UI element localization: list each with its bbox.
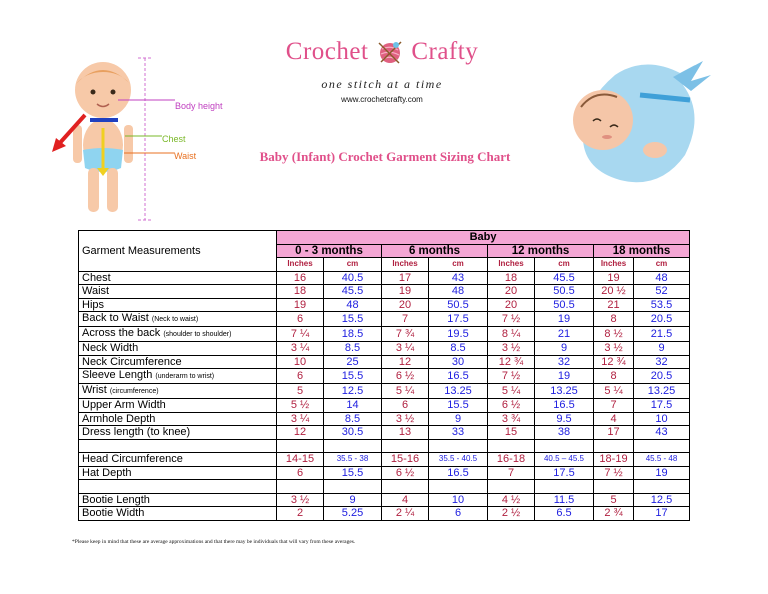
inches-value: 6 [277,369,324,384]
inches-value: 15-16 [382,453,429,467]
cm-value: 21.5 [634,327,690,342]
inches-value: 4 ½ [488,493,535,507]
cm-value: 33 [429,426,488,440]
cm-value: 48 [324,298,382,312]
measurement-row [79,466,690,480]
age-header: 0 - 3 months [277,244,382,258]
spacer-cell [277,480,324,494]
cm-value: 35.5 - 38 [324,453,382,467]
measurement-row [79,412,690,426]
spacer-cell [429,480,488,494]
brand-logo [262,38,502,70]
footnote: *Please keep in mind that these are average approximations and that there may be individuals that will vary from these averages. [72,539,356,545]
measurement-row [79,399,690,413]
spacer-row [79,439,690,453]
brand-left: Crochet [285,38,369,65]
cm-value: 53.5 [634,298,690,312]
cm-value: 52 [634,285,690,299]
inches-value: 14-15 [277,453,324,467]
inches-value: 20 [488,285,535,299]
inches-value: 5 [277,384,324,399]
measurement-row [79,342,690,356]
cm-value: 6 [429,507,488,521]
inches-value: 3 ½ [594,342,634,356]
measurement-label [79,355,277,369]
spacer-cell [634,439,690,453]
inches-value: 5 ½ [277,399,324,413]
measurement-note: (shoulder to shoulder) [163,331,232,338]
inches-value: 19 [382,285,429,299]
inches-value: 18 [488,271,535,285]
measurement-name: Wrist [82,384,107,396]
inches-value: 15 [488,426,535,440]
cm-value: 6.5 [535,507,594,521]
yarn-ball-icon [375,39,405,70]
garment-measurements-header: Garment Measurements [79,231,277,272]
measurement-name: Head Circumference [82,453,183,466]
cm-value: 32 [535,355,594,369]
cm-value: 9.5 [535,412,594,426]
inches-value: 4 [594,412,634,426]
inches-value: 19 [277,298,324,312]
measurement-label [79,327,277,342]
measurement-note: (circumference) [109,388,159,395]
inches-value: 3 ½ [382,412,429,426]
cm-value: 48 [429,285,488,299]
inches-value: 12 ¾ [488,355,535,369]
inches-value: 8 [594,369,634,384]
cm-value: 30.5 [324,426,382,440]
measurement-name: Waist [82,285,110,298]
cm-value: 12.5 [324,384,382,399]
inches-value: 6 ½ [382,369,429,384]
measurement-row [79,384,690,399]
cm-value: 40.5 – 45.5 [535,453,594,467]
inches-value: 7 ¾ [382,327,429,342]
cm-value: 18.5 [324,327,382,342]
age-header: 18 months [594,244,690,258]
measurement-label [79,298,277,312]
cm-value: 9 [634,342,690,356]
cm-value: 19.5 [429,327,488,342]
unit-cm: cm [535,258,594,272]
measurement-label [79,493,277,507]
spacer-cell [535,439,594,453]
measurement-label [79,312,277,327]
inches-value: 21 [594,298,634,312]
cm-value: 20.5 [634,369,690,384]
inches-value: 13 [382,426,429,440]
cm-value: 15.5 [324,369,382,384]
inches-value: 5 [594,493,634,507]
cm-value: 35.5 - 40.5 [429,453,488,467]
measurement-label [79,399,277,413]
inches-value: 12 ¾ [594,355,634,369]
inches-value: 3 ¼ [382,342,429,356]
measurement-row [79,298,690,312]
measurement-label [79,369,277,384]
cm-value: 38 [535,426,594,440]
inches-value: 17 [594,426,634,440]
inches-value: 2 ½ [488,507,535,521]
cm-value: 25 [324,355,382,369]
cm-value: 14 [324,399,382,413]
inches-value: 20 [382,298,429,312]
inches-value: 17 [382,271,429,285]
cm-value: 50.5 [535,285,594,299]
cm-value: 30 [429,355,488,369]
measurement-label [79,271,277,285]
cm-value: 8.5 [324,412,382,426]
measurement-label [79,453,277,467]
spacer-cell [594,480,634,494]
cm-value: 19 [634,466,690,480]
measurement-name: Hat Depth [82,466,132,479]
cm-value: 19 [535,312,594,327]
inches-value: 7 ½ [488,369,535,384]
measurement-name: Neck Width [82,342,139,355]
inches-value: 3 ½ [488,342,535,356]
cm-value: 43 [429,271,488,285]
measurement-name: Hips [82,298,105,311]
chart-title: Baby (Infant) Crochet Garment Sizing Chart [259,149,511,164]
cm-value: 43 [634,426,690,440]
inches-value: 7 ½ [594,466,634,480]
measurement-name: Upper Arm Width [82,399,166,412]
cm-value: 45.5 [535,271,594,285]
inches-value: 8 ¼ [488,327,535,342]
inches-value: 12 [277,426,324,440]
inches-value: 8 ½ [594,327,634,342]
measurement-label [79,342,277,356]
inches-value: 5 ¼ [488,384,535,399]
cm-value: 32 [634,355,690,369]
swaddled-baby-illustration [555,55,715,200]
inches-value: 2 ¾ [594,507,634,521]
unit-cm: cm [324,258,382,272]
measurement-label [79,412,277,426]
cm-value: 8.5 [324,342,382,356]
inches-value: 7 ½ [488,312,535,327]
spacer-cell [488,480,535,494]
inches-value: 12 [382,355,429,369]
tagline: one stitch at a time [321,77,443,91]
measurement-row [79,426,690,440]
measurement-name: Across the back [82,327,161,339]
inches-value: 16 [277,271,324,285]
inches-value: 5 ¼ [382,384,429,399]
inches-value: 8 [594,312,634,327]
measurement-row [79,271,690,285]
body-height-label: Body height [175,101,223,111]
inches-value: 19 [594,271,634,285]
spacer-cell [324,480,382,494]
cm-value: 5.25 [324,507,382,521]
cm-value: 20.5 [634,312,690,327]
inches-value: 16-18 [488,453,535,467]
spacer-cell [382,480,429,494]
cm-value: 16.5 [535,399,594,413]
inches-value: 7 [382,312,429,327]
measurement-label [79,384,277,399]
cm-value: 8.5 [429,342,488,356]
waist-label: Waist [174,151,197,161]
spacer-cell [488,439,535,453]
inches-value: 6 [382,399,429,413]
measurement-row [79,312,690,327]
cm-value: 12.5 [634,493,690,507]
inches-value: 10 [277,355,324,369]
unit-inches: Inches [382,258,429,272]
measurement-row [79,507,690,521]
cm-value: 48 [634,271,690,285]
inches-value: 3 ¼ [277,412,324,426]
cm-value: 40.5 [324,271,382,285]
spacer-cell [324,439,382,453]
measurement-name: Bootie Length [82,493,150,506]
inches-value: 18 [277,285,324,299]
cm-value: 11.5 [535,493,594,507]
cm-value: 45.5 - 48 [634,453,690,467]
cm-value: 9 [324,493,382,507]
inches-value: 7 [594,399,634,413]
inches-value: 7 [488,466,535,480]
cm-value: 19 [535,369,594,384]
cm-value: 17.5 [535,466,594,480]
baby-group-header: Baby [277,231,690,245]
inches-value: 18-19 [594,453,634,467]
unit-inches: Inches [488,258,535,272]
spacer-cell [535,480,594,494]
inches-value: 2 ¼ [382,507,429,521]
unit-inches: Inches [277,258,324,272]
cm-value: 50.5 [535,298,594,312]
measurement-row [79,453,690,467]
spacer-cell [277,439,324,453]
unit-cm: cm [429,258,488,272]
cm-value: 10 [634,412,690,426]
cm-value: 9 [429,412,488,426]
cm-value: 10 [429,493,488,507]
measurement-name: Neck Circumference [82,355,182,368]
cm-value: 45.5 [324,285,382,299]
measurement-label [79,426,277,440]
cm-value: 16.5 [429,466,488,480]
measurement-label [79,285,277,299]
cm-value: 17 [634,507,690,521]
measurement-name: Back to Waist [82,312,149,324]
cm-value: 17.5 [634,399,690,413]
chest-label: Chest [162,134,186,144]
spacer-cell [79,480,277,494]
site-url: www.crochetcrafty.com [341,95,423,104]
baby-body-illustration [40,50,175,235]
unit-cm: cm [634,258,690,272]
cm-value: 17.5 [429,312,488,327]
measurement-name: Chest [82,271,111,284]
brand-right: Crafty [411,38,479,65]
inches-value: 7 ¼ [277,327,324,342]
cm-value: 15.5 [324,312,382,327]
measurement-name: Dress length (to knee) [82,426,191,439]
spacer-cell [594,439,634,453]
inches-value: 3 ½ [277,493,324,507]
cm-value: 9 [535,342,594,356]
spacer-cell [79,439,277,453]
spacer-cell [429,439,488,453]
measurement-name: Sleeve Length [82,369,153,381]
inches-value: 6 [277,466,324,480]
cm-value: 15.5 [429,399,488,413]
measurement-row [79,285,690,299]
inches-value: 5 ¼ [594,384,634,399]
age-header: 12 months [488,244,594,258]
cm-value: 13.25 [535,384,594,399]
inches-value: 6 ½ [488,399,535,413]
measurement-note: (Neck to waist) [151,316,199,323]
inches-value: 6 ½ [382,466,429,480]
cm-value: 15.5 [324,466,382,480]
measurement-row [79,327,690,342]
inches-value: 20 [488,298,535,312]
measurement-row [79,355,690,369]
inches-value: 20 ½ [594,285,634,299]
inches-value: 4 [382,493,429,507]
inches-value: 2 [277,507,324,521]
measurement-label [79,466,277,480]
inches-value: 3 ¼ [277,342,324,356]
spacer-cell [382,439,429,453]
spacer-row [79,480,690,494]
spacer-cell [634,480,690,494]
measurement-row [79,369,690,384]
cm-value: 16.5 [429,369,488,384]
measurement-name: Armhole Depth [82,412,156,425]
measurement-row [79,493,690,507]
cm-value: 13.25 [429,384,488,399]
inches-value: 6 [277,312,324,327]
sizing-table [78,230,690,521]
cm-value: 50.5 [429,298,488,312]
cm-value: 21 [535,327,594,342]
unit-inches: Inches [594,258,634,272]
measurement-name: Bootie Width [82,507,145,520]
age-header: 6 months [382,244,488,258]
inches-value: 3 ¾ [488,412,535,426]
measurement-label [79,507,277,521]
cm-value: 13.25 [634,384,690,399]
measurement-note: (underarm to wrist) [155,373,215,380]
